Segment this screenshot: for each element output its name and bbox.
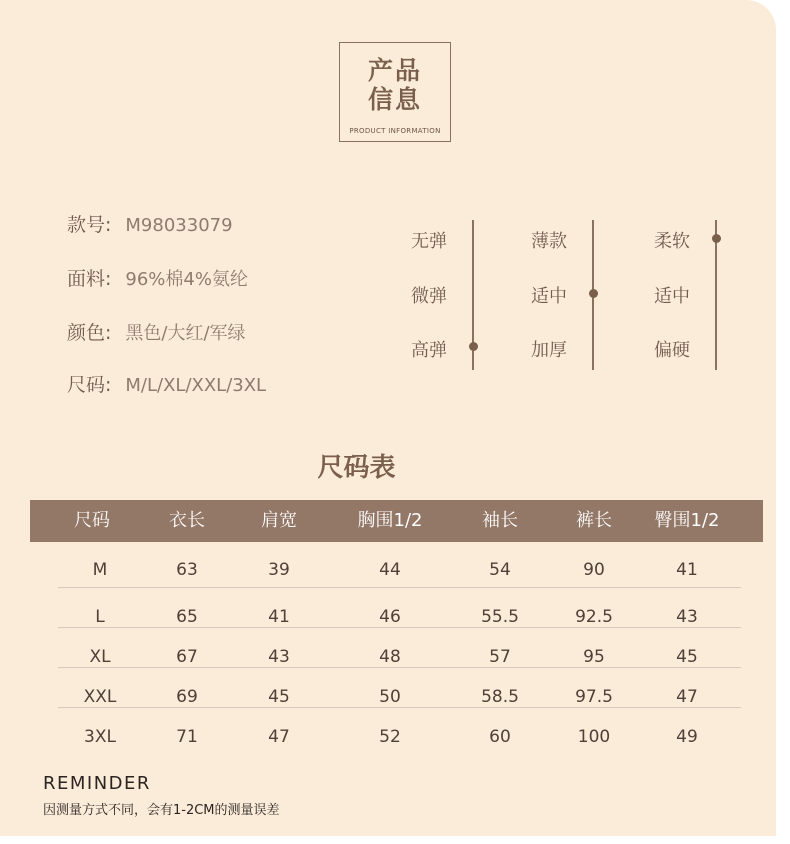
table-cell: XL [89, 647, 111, 667]
table-header-cell: 衣长 [169, 510, 205, 531]
scale-marker-dot [589, 289, 598, 298]
table-cell: 71 [176, 727, 198, 747]
table-row [30, 628, 763, 668]
table-header-cell: 臀围1/2 [654, 510, 720, 531]
table-header-cell: 胸围1/2 [357, 510, 423, 531]
title-en: PRODUCT INFORMATION [349, 127, 441, 135]
table-cell: 47 [676, 687, 698, 707]
table-cell: 60 [489, 727, 511, 747]
table-cell: 97.5 [575, 687, 613, 707]
info-value: M98033079 [125, 215, 233, 236]
info-value: 96%棉4%氨纶 [125, 269, 248, 290]
table-cell: 57 [489, 647, 511, 667]
size-table-header [30, 500, 763, 542]
table-cell: 41 [268, 607, 290, 627]
info-label: 款号: [67, 214, 112, 236]
info-value: M/L/XL/XXL/3XL [125, 375, 267, 396]
table-cell: 50 [379, 687, 401, 707]
info-row-style-number [67, 210, 233, 237]
scale-label: 偏硬 [654, 340, 690, 361]
table-row [30, 542, 763, 588]
title-cn-line2: 信息 [367, 85, 422, 114]
table-header-cell: 肩宽 [261, 510, 297, 531]
table-cell: 3XL [84, 727, 116, 747]
table-cell: 43 [268, 647, 290, 667]
size-table-title: 尺码表 [317, 453, 396, 483]
table-cell: 69 [176, 687, 198, 707]
table-row [30, 668, 763, 708]
title-cn [340, 56, 450, 114]
table-cell: 49 [676, 727, 698, 747]
info-row-fabric [67, 264, 248, 291]
scale-label: 微弹 [411, 286, 447, 307]
table-cell: XXL [83, 687, 117, 707]
table-header-cell: 尺码 [74, 510, 110, 531]
table-cell: 41 [676, 560, 698, 580]
scale-label: 适中 [531, 286, 567, 307]
info-row-color [67, 318, 246, 345]
table-cell: 43 [676, 607, 698, 627]
table-cell: 65 [176, 607, 198, 627]
table-cell: 58.5 [481, 687, 519, 707]
scale-label: 无弹 [411, 231, 447, 252]
table-cell: 46 [379, 607, 401, 627]
table-cell: L [95, 607, 105, 627]
table-cell: 90 [583, 560, 605, 580]
table-cell: 92.5 [575, 607, 613, 627]
table-cell: 45 [268, 687, 290, 707]
info-label: 颜色: [67, 322, 112, 344]
size-table [30, 500, 763, 748]
table-cell: M [92, 560, 108, 580]
table-cell: 55.5 [481, 607, 519, 627]
table-cell: 44 [379, 560, 401, 580]
table-cell: 47 [268, 727, 290, 747]
scale-label: 薄款 [531, 231, 567, 252]
scale-label: 加厚 [531, 340, 567, 361]
table-header-cell: 袖长 [482, 510, 518, 531]
table-cell: 48 [379, 647, 401, 667]
scale-label: 适中 [654, 286, 690, 307]
reminder-text: 因测量方式不同，会有1-2CM的测量误差 [43, 803, 280, 818]
table-cell: 45 [676, 647, 698, 667]
info-row-size [67, 370, 266, 397]
info-value: 黑色/大红/军绿 [125, 323, 246, 344]
table-cell: 63 [176, 560, 198, 580]
size-table-body [30, 542, 763, 748]
table-cell: 52 [379, 727, 401, 747]
scale-marker-dot [469, 342, 478, 351]
scale-marker-dot [712, 234, 721, 243]
reminder-title: REMINDER [43, 773, 151, 794]
title-cn-line1: 产品 [367, 56, 422, 85]
scale-label: 柔软 [654, 231, 690, 252]
info-label: 尺码: [67, 374, 112, 396]
table-row [30, 588, 763, 628]
scale-label: 高弹 [411, 340, 447, 361]
table-cell: 100 [577, 727, 611, 747]
table-cell: 39 [268, 560, 290, 580]
table-cell: 67 [176, 647, 198, 667]
product-info-title-box [339, 42, 451, 142]
table-header-cell: 裤长 [576, 510, 612, 531]
table-cell: 54 [489, 560, 511, 580]
table-cell: 95 [583, 647, 605, 667]
info-label: 面料: [67, 268, 112, 290]
table-row [30, 708, 763, 748]
